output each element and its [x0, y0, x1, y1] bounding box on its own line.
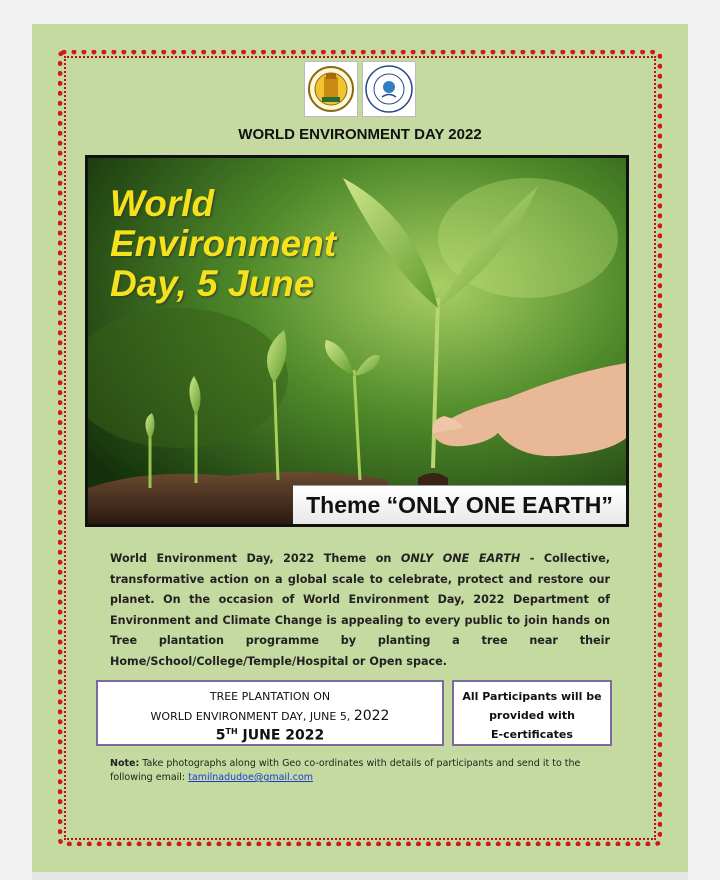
hero-title-line-3: Day, 5 June [110, 263, 315, 304]
paragraph-emphasis: ONLY ONE EARTH [400, 552, 521, 565]
event-date-rest: JUNE 2022 [237, 727, 325, 744]
page-bottom-strip [32, 872, 688, 880]
note-body: Take photographs along with Geo co-ordinates with details of participants and send it to the following email: [110, 758, 581, 783]
theme-label: Theme “ONLY ONE EARTH” [293, 485, 626, 524]
hero-title [110, 184, 410, 304]
paragraph-part-2: - Collective, transformative action on a global scale to celebrate, protect and restore our planet. On the occasion of World Environment Day, 2022 Department of Environment and Climate Change is appealing to every public to join hands on Tree plantation programme by planting a tree near their Home/School/College/Temple/Hospital or Open space. [110, 552, 611, 668]
event-details-box [96, 680, 444, 746]
certificate-line-2: provided with [489, 709, 575, 722]
certificate-box [452, 680, 612, 746]
email-link[interactable]: tamilnadudoe@gmail.com [188, 772, 314, 783]
event-line-2-year: 2022 [353, 708, 390, 724]
event-date-suffix: TH [225, 727, 238, 736]
event-line-1: TREE PLANTATION ON [209, 690, 331, 703]
event-line-2 [98, 708, 442, 724]
paragraph-part-1: World Environment Day, 2022 Theme on [110, 552, 401, 565]
event-date-day: 5 [215, 727, 226, 744]
tamil-nadu-emblem-icon [304, 61, 358, 117]
event-line-2-prefix: WORLD ENVIRONMENT DAY, JUNE 5, [150, 710, 354, 723]
note-text [110, 757, 610, 785]
note-label: Note: [110, 758, 140, 769]
hero-title-line-2: Environment [110, 223, 337, 264]
hero-image [85, 155, 629, 527]
logo-row [304, 61, 416, 119]
certificate-line-3: E-certificates [491, 728, 573, 741]
event-date [98, 727, 442, 744]
climate-change-department-seal-icon [362, 61, 416, 117]
poster-heading: WORLD ENVIRONMENT DAY 2022 [238, 126, 482, 143]
description-paragraph [110, 549, 610, 672]
certificate-line-1: All Participants will be [462, 690, 602, 703]
hero-title-line-1: World [110, 183, 215, 224]
